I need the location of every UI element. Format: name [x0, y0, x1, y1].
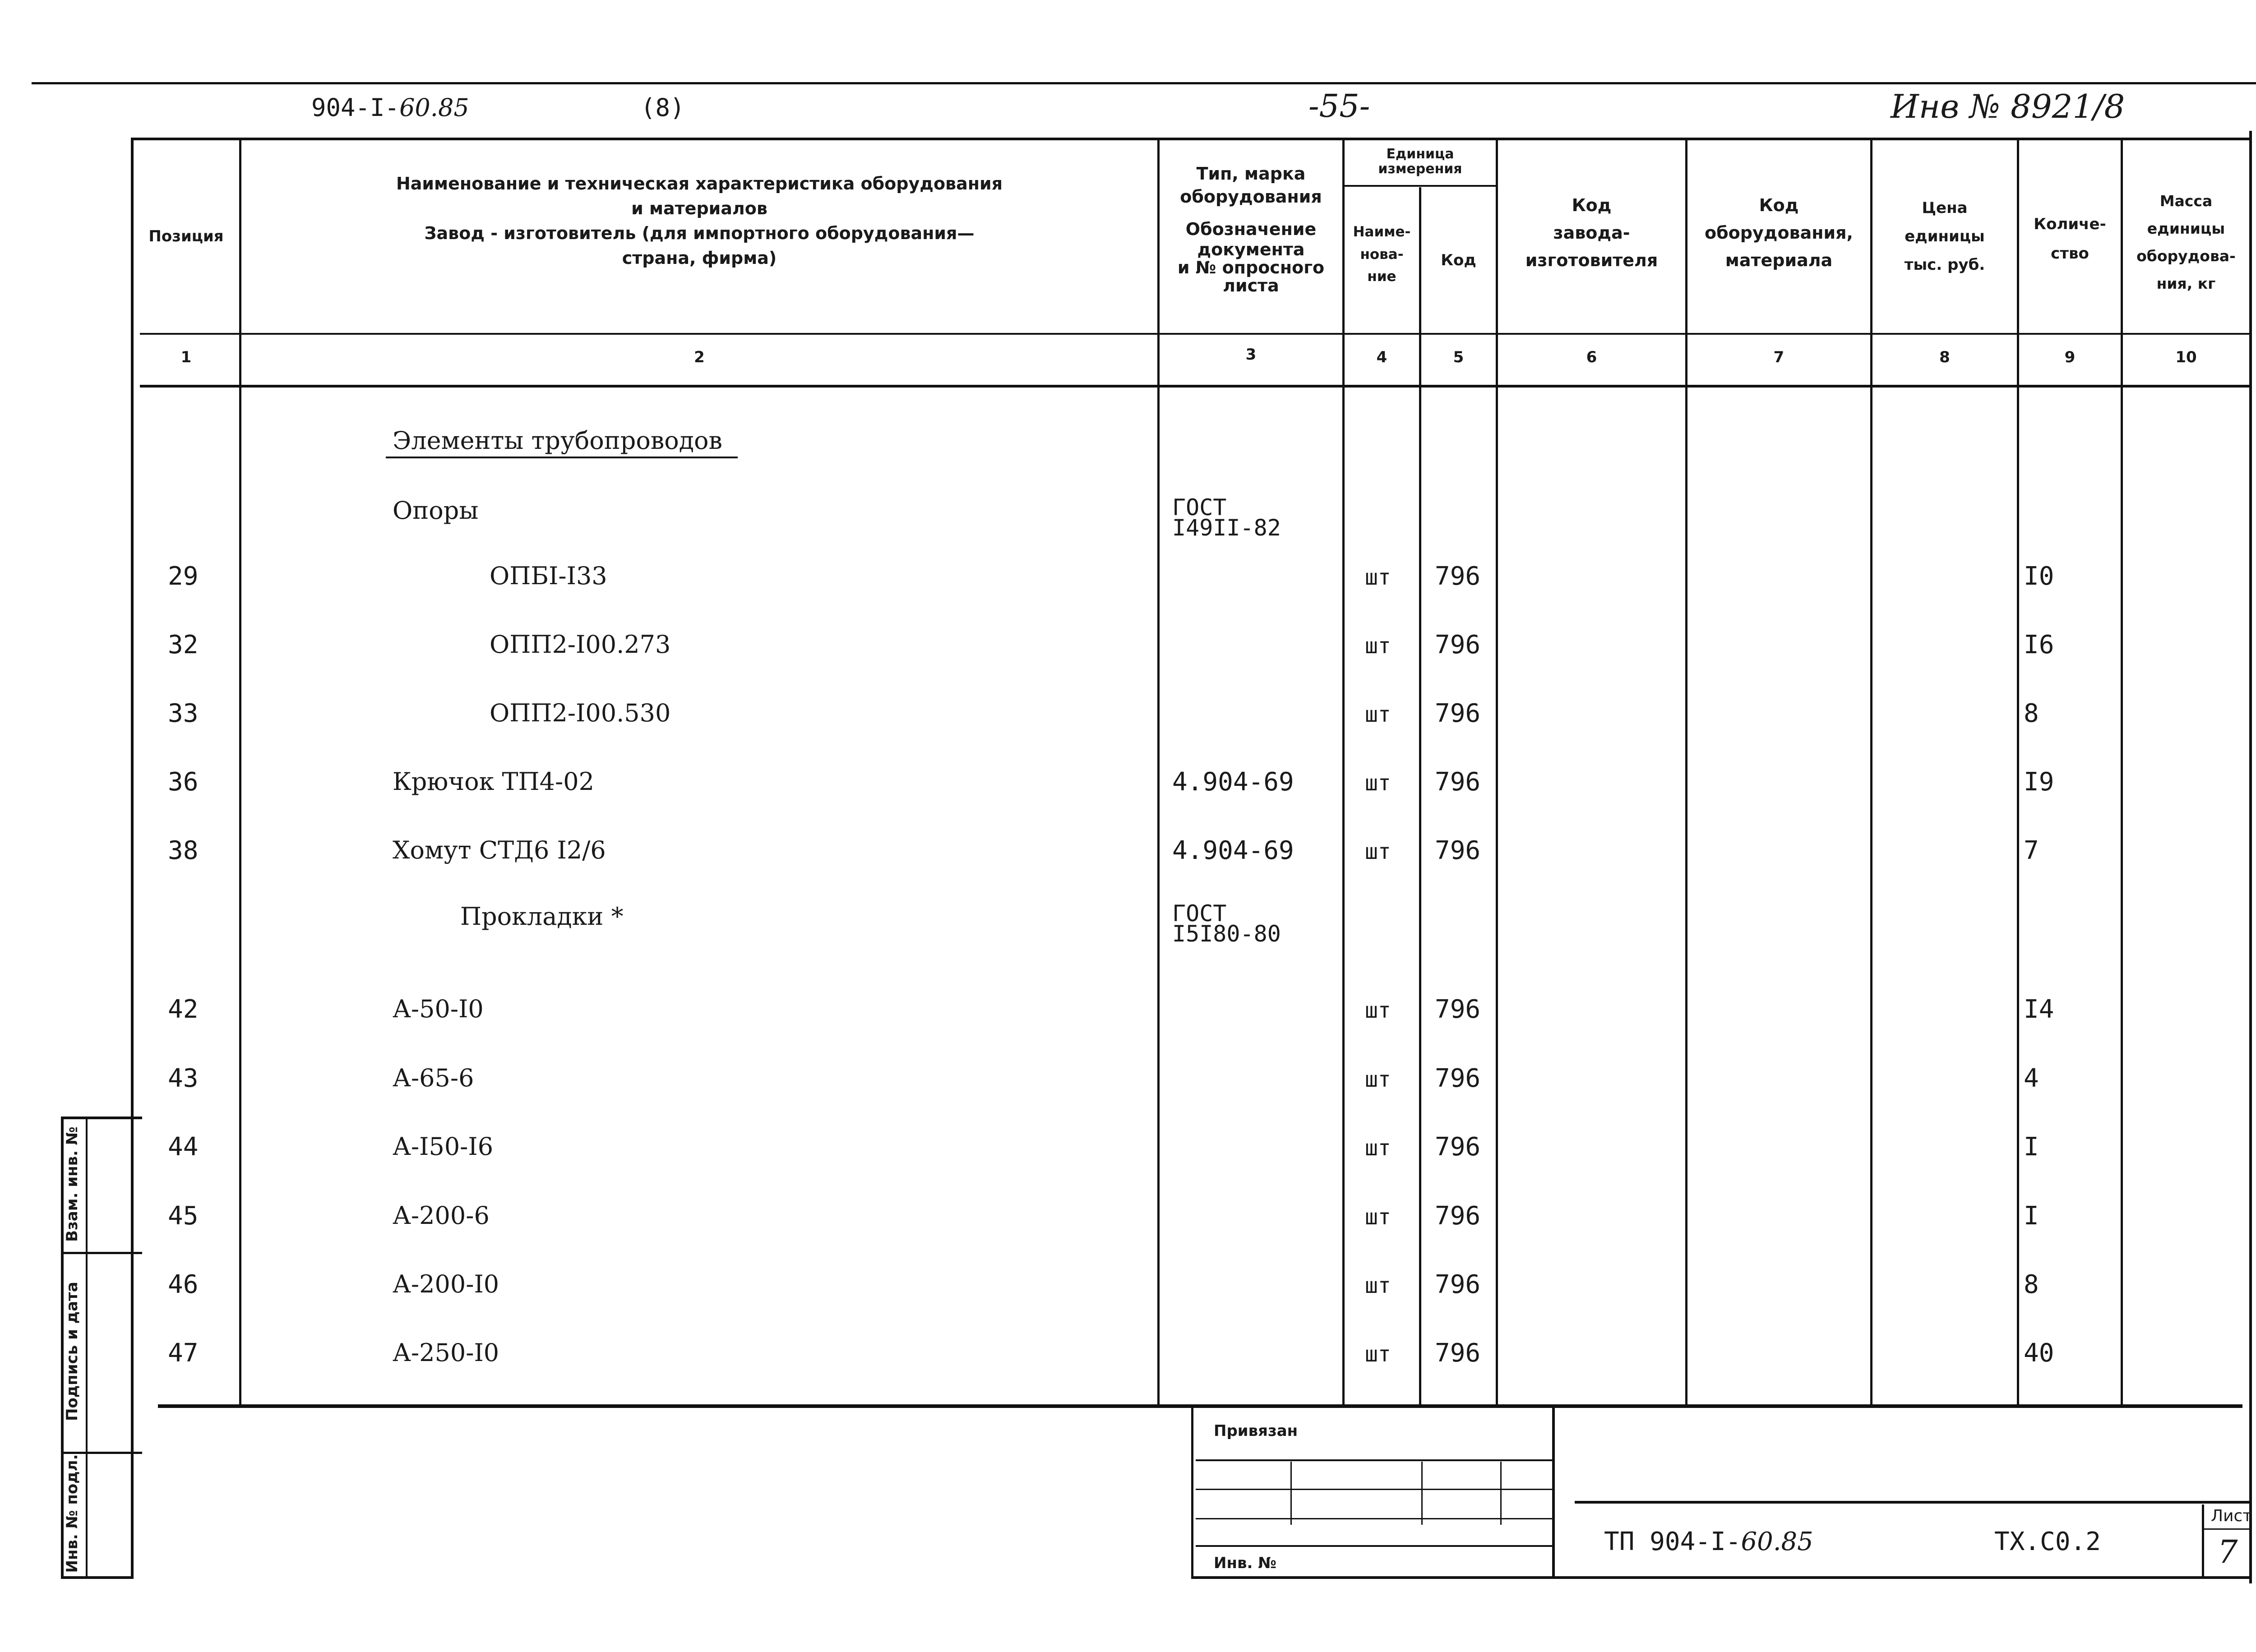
row-unit: шт	[1365, 839, 1391, 864]
header-name-line4: страна, фирма)	[622, 248, 777, 268]
header-doc-line4: листа	[1223, 275, 1279, 295]
doc-code	[311, 93, 469, 122]
row-name: А-65-6	[393, 1064, 474, 1092]
row-name: ОПП2-I00.273	[490, 630, 671, 659]
row-position: 44	[168, 1132, 199, 1162]
stamp-div-2	[1421, 1462, 1423, 1525]
row-name: А-I50-I6	[393, 1132, 494, 1161]
row-name: Опоры	[393, 496, 479, 525]
colnum-8: 8	[1939, 348, 1950, 366]
colnum-7: 7	[1773, 348, 1784, 366]
sheet-label-rule	[2203, 1528, 2251, 1530]
row-unit: шт	[1365, 771, 1391, 796]
colnum-1: 1	[180, 348, 192, 366]
row-doc: 4.904-69	[1172, 836, 1294, 865]
row-unit: шт	[1365, 633, 1391, 659]
colnum-5: 5	[1453, 348, 1464, 366]
row-position: 42	[168, 995, 199, 1024]
header-price-line1: Цена	[1922, 199, 1968, 217]
table-bottom-border	[158, 1404, 2242, 1408]
row-quantity: I9	[2024, 767, 2054, 797]
header-name-line1: Наименование и техническая характеристика оборудования	[396, 174, 1003, 194]
header-equipment-line2: оборудования,	[1705, 222, 1853, 243]
row-position: 47	[168, 1338, 199, 1368]
header-quantity-line1: Количе-	[2034, 215, 2106, 233]
header-type-line2: оборудования	[1180, 187, 1322, 207]
col-line-3	[1342, 138, 1345, 1405]
row-name: А-50-I0	[393, 995, 484, 1023]
header-mass-line4: ния, кг	[2156, 275, 2216, 293]
row-code: 796	[1435, 1338, 1481, 1368]
row-code: 796	[1435, 836, 1481, 865]
title-block-doc	[1604, 1529, 1813, 1555]
row-position: 45	[168, 1201, 199, 1231]
right-border	[2249, 131, 2252, 1583]
colnum-6: 6	[1586, 348, 1597, 366]
header-quantity-line2: ство	[2051, 244, 2089, 263]
stamp-rule-4	[1196, 1545, 1552, 1547]
row-doc-line1: ГОСТ	[1172, 900, 1227, 927]
header-equipment-line3: материала	[1725, 250, 1833, 270]
header-mass-line2: единицы	[2147, 220, 2225, 238]
row-doc-line1: ГОСТ	[1172, 494, 1227, 521]
doc-code-prefix: 904-I-	[311, 93, 400, 122]
row-position: 46	[168, 1270, 199, 1299]
part-number: (8)	[641, 93, 685, 122]
header-unit-name-line2: нова-	[1360, 246, 1404, 263]
sheet-number: 7	[2218, 1533, 2238, 1570]
row-position: 43	[168, 1064, 199, 1093]
col-line-7	[1870, 138, 1872, 1405]
header-rule	[140, 333, 2251, 335]
row-doc-line2: I5I80-80	[1172, 921, 1281, 947]
header-name-line2: и материалов	[631, 198, 767, 219]
header-price-line2: единицы	[1905, 227, 1985, 245]
row-quantity: I	[2024, 1132, 2039, 1162]
col-line-1	[239, 138, 241, 1405]
row-unit: шт	[1365, 1342, 1391, 1367]
row-code: 796	[1435, 630, 1481, 660]
inventory-number: Инв № 8921/8	[1891, 88, 2125, 125]
title-block-top	[1575, 1501, 2251, 1504]
header-mass	[2123, 187, 2249, 297]
stamp-bound-label: Привязан	[1214, 1422, 1298, 1440]
header-type-line1: Тип, марка	[1196, 164, 1306, 184]
row-unit: шт	[1365, 1204, 1391, 1230]
row-quantity: 8	[2024, 699, 2039, 728]
header-doc-line2: документа	[1197, 239, 1305, 259]
stamp-rule-3	[1196, 1518, 1552, 1519]
row-unit: шт	[1365, 1135, 1391, 1161]
row-code: 796	[1435, 1201, 1481, 1231]
col-line-5	[1496, 138, 1498, 1405]
colnum-rule	[140, 385, 2251, 388]
row-code: 796	[1435, 562, 1481, 591]
title-doc-prefix: ТП 904-I-	[1604, 1527, 1741, 1556]
stamp-right-border	[1552, 1405, 1555, 1579]
colnum-4: 4	[1376, 348, 1387, 366]
header-quantity	[2019, 210, 2121, 268]
col-line-4	[1419, 187, 1421, 1405]
col-line-8	[2017, 138, 2019, 1405]
header-equipment-line1: Код	[1759, 195, 1799, 215]
row-position: 38	[168, 836, 199, 865]
row-code: 796	[1435, 1270, 1481, 1299]
table-top-border	[131, 138, 2251, 140]
sheet-label: Лист	[2211, 1507, 2252, 1525]
row-name: Хомут СТД6 I2/6	[393, 836, 606, 864]
header-doc-line1: Обозначение	[1185, 219, 1317, 239]
row-unit: шт	[1365, 565, 1391, 590]
row-position: 33	[168, 699, 199, 728]
row-unit: шт	[1365, 702, 1391, 727]
row-quantity: I0	[2024, 562, 2054, 591]
stamp-inv-label: Инв. №	[1214, 1554, 1277, 1572]
stamp-rule-2	[1196, 1489, 1552, 1490]
side-label-replace-inv: Взам. инв. №	[63, 1126, 81, 1242]
side-stamp-div-1	[61, 1252, 142, 1254]
row-name: А-250-I0	[393, 1338, 499, 1367]
stamp-div-1	[1290, 1462, 1292, 1525]
row-code: 796	[1435, 699, 1481, 728]
side-stamp-inner	[86, 1117, 88, 1579]
sheet-cell-border	[2202, 1504, 2204, 1579]
header-factory-code	[1498, 192, 1685, 274]
header-doc-line3: и № опросного	[1177, 257, 1325, 277]
title-block-code: ТХ.С0.2	[1994, 1527, 2101, 1556]
stamp-left-border	[1191, 1405, 1193, 1579]
doc-code-hand: 60.85	[399, 93, 469, 122]
header-type	[1160, 162, 1342, 295]
header-unit-group	[1345, 147, 1496, 176]
row-quantity: 40	[2024, 1338, 2054, 1368]
unit-group-rule	[1342, 185, 1496, 187]
header-position: Позиция	[148, 227, 224, 245]
side-label-sign-date: Подпись и дата	[63, 1282, 81, 1421]
header-unit-name-line1: Наиме-	[1353, 224, 1411, 240]
header-equipment-code	[1687, 192, 1870, 274]
row-code: 796	[1435, 767, 1481, 797]
header-mass-line1: Масса	[2159, 192, 2213, 210]
header-price	[1872, 194, 2017, 279]
colnum-2: 2	[694, 348, 705, 366]
title-doc-hand: 60.85	[1741, 1527, 1813, 1556]
row-quantity: 7	[2024, 836, 2039, 865]
row-name: А-200-6	[393, 1201, 490, 1230]
colnum-3: 3	[1245, 346, 1257, 364]
header-factory-line3: изготовителя	[1525, 250, 1658, 270]
colnum-9: 9	[2064, 348, 2076, 366]
row-unit: шт	[1365, 1067, 1391, 1092]
section-title: Элементы трубопроводов	[393, 426, 722, 455]
header-factory-line1: Код	[1572, 195, 1612, 215]
row-quantity: I4	[2024, 995, 2054, 1024]
row-unit: шт	[1365, 1273, 1391, 1298]
header-name-line3: Завод - изготовитель (для импортного оборудования—	[424, 223, 975, 244]
row-name: Крючок ТП4-02	[393, 767, 594, 796]
bottom-border	[1191, 1576, 2251, 1579]
header-unit-line2: измерения	[1378, 161, 1462, 177]
row-doc: 4.904-69	[1172, 767, 1294, 797]
row-position: 32	[168, 630, 199, 660]
row-name: А-200-I0	[393, 1270, 499, 1298]
col-line-6	[1685, 138, 1687, 1405]
row-quantity: I	[2024, 1201, 2039, 1231]
page-number: -55-	[1308, 88, 1370, 125]
header-unit-name	[1345, 221, 1419, 288]
row-position: 29	[168, 562, 199, 591]
header-unit-code: Код	[1441, 251, 1476, 269]
row-quantity: 4	[2024, 1064, 2039, 1093]
row-name: ОПП2-I00.530	[490, 699, 671, 727]
side-label-inv-orig: Инв. № подл.	[63, 1454, 81, 1573]
header-price-line3: тыс. руб.	[1904, 255, 1985, 274]
row-quantity: I6	[2024, 630, 2054, 660]
row-code: 796	[1435, 1064, 1481, 1093]
top-rule	[32, 82, 2256, 84]
stamp-rule-1	[1196, 1459, 1552, 1461]
row-name: ОПБI-I33	[490, 562, 607, 590]
row-quantity: 8	[2024, 1270, 2039, 1299]
header-factory-line2: завода-	[1553, 222, 1630, 243]
colnum-10: 10	[2175, 348, 2197, 366]
col-line-2	[1157, 138, 1160, 1405]
header-mass-line3: оборудова-	[2136, 247, 2236, 265]
header-unit-line1: Единица	[1386, 146, 1454, 162]
header-name	[241, 171, 1157, 271]
row-position: 36	[168, 767, 199, 797]
row-code: 796	[1435, 1132, 1481, 1162]
row-code: 796	[1435, 995, 1481, 1024]
stamp-div-3	[1500, 1462, 1502, 1525]
col-line-9	[2121, 138, 2123, 1405]
row-name: Прокладки *	[460, 902, 624, 931]
row-doc-line2: I49II-82	[1172, 515, 1281, 541]
header-unit-name-line3: ние	[1367, 268, 1396, 285]
section-title-underline	[386, 457, 738, 458]
row-unit: шт	[1365, 998, 1391, 1023]
